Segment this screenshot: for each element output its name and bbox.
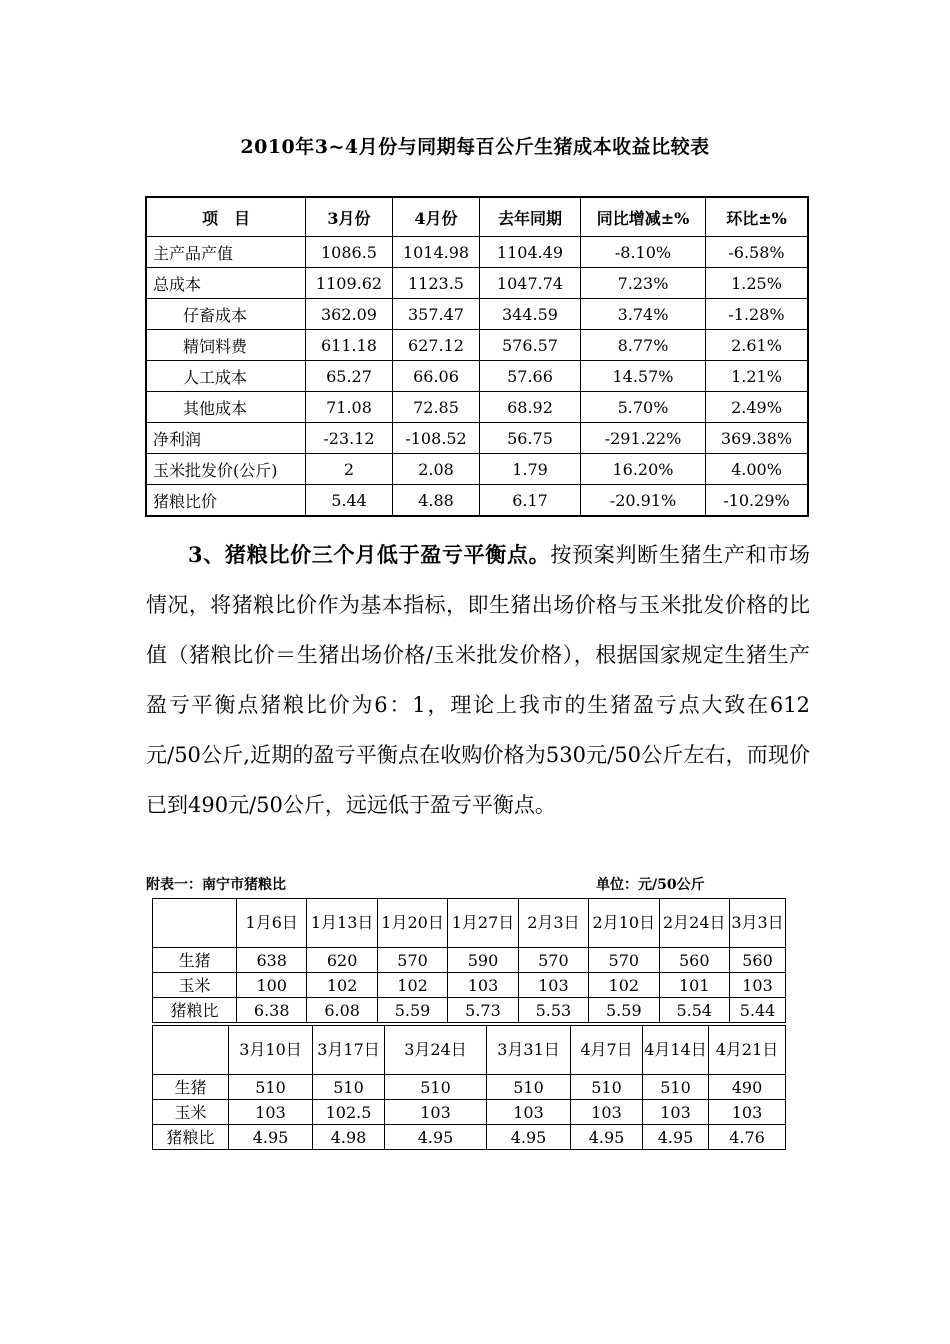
hog-grain-ratio-table-1 [152,898,786,1023]
corner-cell [153,1026,229,1075]
table-cell: 5.70% [581,392,706,423]
paragraph-lead: 3、猪粮比价三个月低于盈亏平衡点。 [188,542,551,567]
table-row [153,1100,786,1125]
table-row [153,1075,786,1100]
column-header: 项 目 [146,197,306,237]
row-label: 猪粮比 [153,1125,229,1150]
date-header: 3月31日 [487,1026,571,1075]
date-header: 3月17日 [313,1026,385,1075]
date-header: 3月10日 [229,1026,313,1075]
table-cell: 6.38 [237,998,307,1023]
table-cell: 362.09 [306,299,393,330]
table-cell: 5.73 [448,998,518,1023]
table-cell: 8.77% [581,330,706,361]
date-header-row [153,899,786,948]
table-cell: 7.23% [581,268,706,299]
table-cell: 103 [709,1100,786,1125]
table-cell: 510 [643,1075,709,1100]
table-row [146,299,808,330]
hog-grain-ratio-table-2 [152,1025,786,1150]
table-cell: 103 [643,1100,709,1125]
table-cell: 4.95 [487,1125,571,1150]
row-label: 生猪 [153,948,237,973]
date-header: 2月24日 [659,899,729,948]
table-cell: 510 [385,1075,487,1100]
table-cell: 5.59 [589,998,659,1023]
table-cell: 1104.49 [480,237,581,268]
table-cell: 1123.5 [393,268,480,299]
row-label: 玉米 [153,973,237,998]
table-cell: 14.57% [581,361,706,392]
table-cell: 560 [659,948,729,973]
table-cell: 620 [307,948,377,973]
table-cell: 102.5 [313,1100,385,1125]
table-cell: 570 [377,948,447,973]
table-cell: 5.53 [518,998,588,1023]
table-cell: 103 [487,1100,571,1125]
table-cell: 5.44 [730,998,786,1023]
table-row [146,423,808,454]
table-cell: 101 [659,973,729,998]
table-cell: 4.95 [385,1125,487,1150]
table-cell: 4.88 [393,485,480,517]
table-header-row [146,197,808,237]
date-header: 4月7日 [571,1026,643,1075]
table-body [146,237,808,517]
table-cell: 102 [307,973,377,998]
date-header: 1月13日 [307,899,377,948]
table-cell: 576.57 [480,330,581,361]
corner-cell [153,899,237,948]
appendix-unit: 单位：元/50公斤 [596,877,705,893]
paragraph-body: 按预案判断生猪生产和市场情况，将猪粮比价作为基本指标，即生猪出场价格与玉米批发价格的比值（猪粮比价＝生猪出场价格/玉米批发价格），根据国家规定生猪生产盈亏平衡点猪粮比价为6：1，理论上我市的生猪盈亏点大致在612元/50公斤,近期的盈亏平衡点在收购价格为530元/50公斤左右，而现价已到490元/50公斤，远远低于盈亏平衡点。 [146,543,810,817]
table-cell: 1047.74 [480,268,581,299]
appendix-title: 附表一：南宁市猪粮比 [146,877,286,893]
table-cell: -8.10% [581,237,706,268]
column-header: 3月份 [306,197,393,237]
table-cell: 2.61% [706,330,809,361]
table-cell: 57.66 [480,361,581,392]
table-cell: 103 [385,1100,487,1125]
table-row [146,485,808,517]
date-header: 3月24日 [385,1026,487,1075]
table-cell: 560 [730,948,786,973]
table-cell: 5.54 [659,998,729,1023]
table-cell: 4.95 [229,1125,313,1150]
row-label: 猪粮比 [153,998,237,1023]
table-row [146,237,808,268]
table-title: 2010年3~4月份与同期每百公斤生猪成本收益比较表 [240,136,710,158]
table-row [146,361,808,392]
table-cell: 2.08 [393,454,480,485]
table-cell: 103 [229,1100,313,1125]
row-label: 净利润 [146,423,306,454]
table-cell: -108.52 [393,423,480,454]
appendix-header [146,874,786,894]
table-cell: 100 [237,973,307,998]
table-cell: -1.28% [706,299,809,330]
table-cell: 103 [518,973,588,998]
table-cell: 102 [377,973,447,998]
table-cell: 103 [571,1100,643,1125]
table-cell: 6.17 [480,485,581,517]
date-header: 3月3日 [730,899,786,948]
row-label: 玉米 [153,1100,229,1125]
table-cell: 103 [730,973,786,998]
table-cell: 6.08 [307,998,377,1023]
date-header: 1月6日 [237,899,307,948]
row-label: 猪粮比价 [146,485,306,517]
table-row [153,973,786,998]
table-cell: -291.22% [581,423,706,454]
row-label: 仔畜成本 [146,299,306,330]
table-cell: 357.47 [393,299,480,330]
table-cell: 369.38% [706,423,809,454]
table-row [153,1125,786,1150]
table-cell: 66.06 [393,361,480,392]
table-cell: 1.79 [480,454,581,485]
table-row [153,998,786,1023]
table-cell: 4.95 [643,1125,709,1150]
column-header: 4月份 [393,197,480,237]
row-label: 其他成本 [146,392,306,423]
row-label: 精饲料费 [146,330,306,361]
table-cell: 71.08 [306,392,393,423]
table-cell: 65.27 [306,361,393,392]
table-cell: 16.20% [581,454,706,485]
table-cell: 1.25% [706,268,809,299]
column-header: 去年同期 [480,197,581,237]
table-cell: 4.00% [706,454,809,485]
table-cell: 1.21% [706,361,809,392]
table-row [146,330,808,361]
date-header: 1月20日 [377,899,447,948]
table-cell: 1109.62 [306,268,393,299]
table-cell: 590 [448,948,518,973]
table-cell: 4.76 [709,1125,786,1150]
table-cell: 490 [709,1075,786,1100]
table-cell: 2 [306,454,393,485]
row-label: 主产品产值 [146,237,306,268]
table-cell: -6.58% [706,237,809,268]
table-cell: 611.18 [306,330,393,361]
table-cell: 570 [589,948,659,973]
table-row [146,392,808,423]
table-cell: -20.91% [581,485,706,517]
table-cell: 72.85 [393,392,480,423]
table-cell: -23.12 [306,423,393,454]
table-cell: 102 [589,973,659,998]
table-cell: 4.95 [571,1125,643,1150]
date-header: 4月14日 [643,1026,709,1075]
row-label: 人工成本 [146,361,306,392]
table-cell: 4.98 [313,1125,385,1150]
table-cell: 56.75 [480,423,581,454]
date-header: 1月27日 [448,899,518,948]
row-label: 玉米批发价(公斤) [146,454,306,485]
table-row [146,268,808,299]
row-label: 总成本 [146,268,306,299]
table-cell: 1014.98 [393,237,480,268]
date-header: 4月21日 [709,1026,786,1075]
row-label: 生猪 [153,1075,229,1100]
table-cell: 510 [487,1075,571,1100]
column-header: 环比±% [706,197,809,237]
table-cell: 68.92 [480,392,581,423]
table-cell: 2.49% [706,392,809,423]
table-cell: 638 [237,948,307,973]
column-header: 同比增减±% [581,197,706,237]
table-row [146,454,808,485]
table-cell: 510 [571,1075,643,1100]
table-cell: 570 [518,948,588,973]
table-cell: 103 [448,973,518,998]
analysis-paragraph [146,530,810,830]
date-header: 2月10日 [589,899,659,948]
table-cell: 5.59 [377,998,447,1023]
table-cell: 5.44 [306,485,393,517]
date-header-row [153,1026,786,1075]
table-cell: 344.59 [480,299,581,330]
table-cell: -10.29% [706,485,809,517]
date-header: 2月3日 [518,899,588,948]
table-row [153,948,786,973]
cost-benefit-table [145,196,809,517]
table-cell: 510 [229,1075,313,1100]
table-cell: 3.74% [581,299,706,330]
table-cell: 510 [313,1075,385,1100]
table-cell: 1086.5 [306,237,393,268]
table-cell: 627.12 [393,330,480,361]
